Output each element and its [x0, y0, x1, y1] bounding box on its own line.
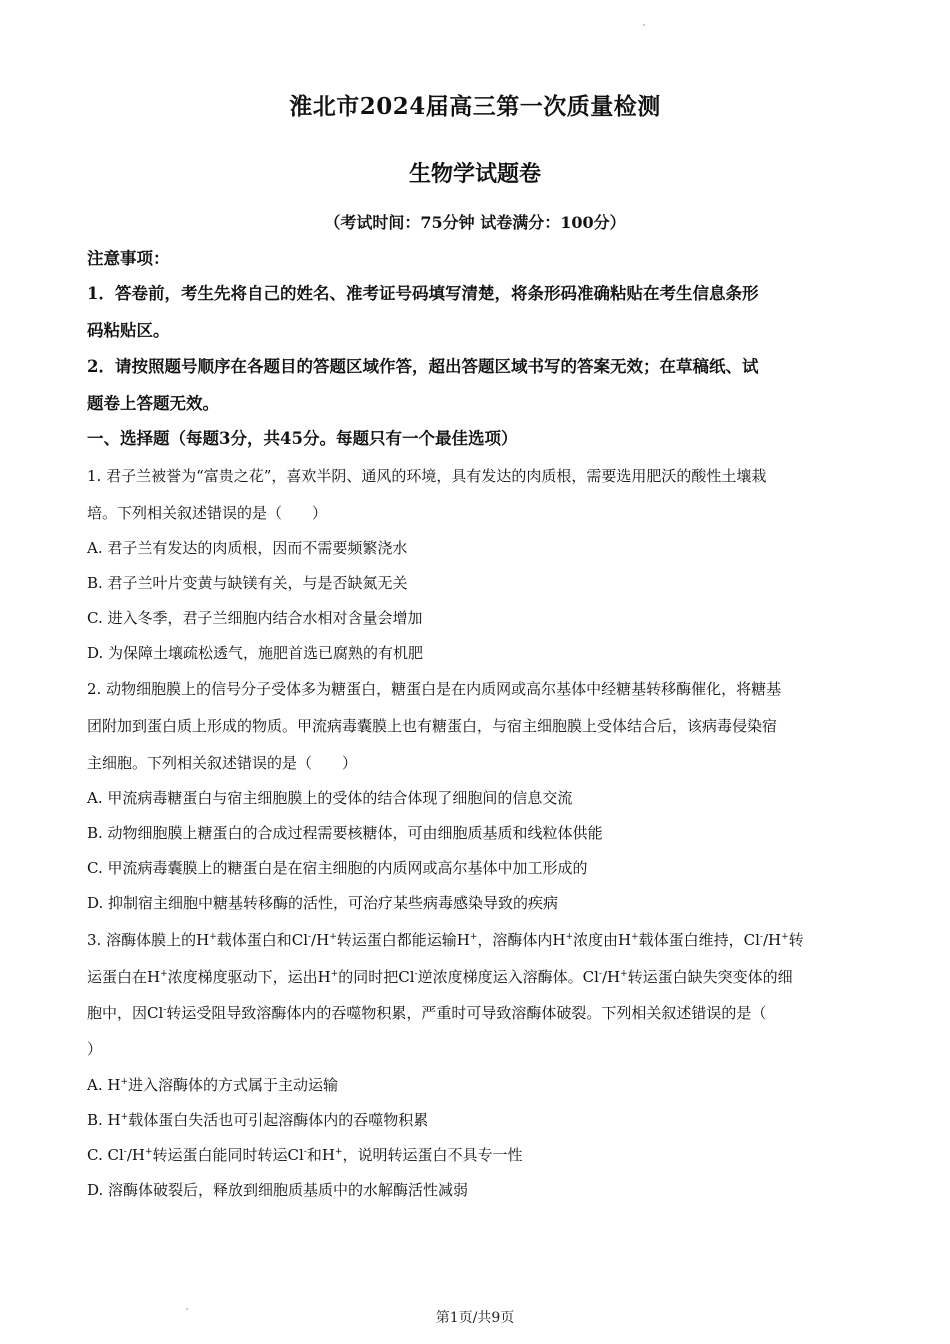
exam-title: 淮北市2024届高三第一次质量检测: [289, 93, 661, 120]
page-number: 第1页/共9页: [435, 1310, 515, 1326]
q3-stem-line-3: 胞中，因Cl-转运受阻导致溶酶体内的吞噬物积累，严重时可导致溶酶体破裂。下列相关叙述错误的是（: [87, 1004, 767, 1022]
q2-stem-line-1: 2. 动物细胞膜上的信号分子受体多为糖蛋白，糖蛋白是在内质网或高尔基体中经糖基转移酶催化，将糖基: [87, 680, 782, 698]
q3-stem-line-4: ）: [87, 1040, 103, 1058]
q2-stem-line-2: 团附加到蛋白质上形成的物质。甲流病毒囊膜上也有糖蛋白，与宿主细胞膜上受体结合后，该病毒侵染宿: [87, 717, 778, 735]
notice-item-2-line-2: 题卷上答题无效。: [87, 394, 219, 413]
q2-option-d: D. 抑制宿主细胞中糖基转移酶的活性，可治疗某些病毒感染导致的疾病: [87, 894, 559, 912]
notice-heading: 注意事项：: [87, 249, 170, 268]
notice-item-2-line-1: 2．请按照题号顺序在各题目的答题区域作答，超出答题区域书写的答案无效；在草稿纸、试: [87, 357, 759, 376]
q2-stem-line-3: 主细胞。下列相关叙述错误的是（ ）: [87, 754, 358, 772]
q3-stem-line-1: 3. 溶酶体膜上的H+载体蛋白和Cl-/H+转运蛋白都能运输H+，溶酶体内H+浓度由H+载体蛋白维持，Cl-/H+转: [87, 931, 804, 949]
section-heading: 一、选择题（每题3分，共45分。每题只有一个最佳选项）: [87, 429, 518, 448]
notice-item-1-line-2: 码粘贴区。: [87, 321, 170, 340]
q2-option-c: C. 甲流病毒囊膜上的糖蛋白是在宿主细胞的内质网或高尔基体中加工形成的: [87, 859, 588, 877]
q3-option-c: C. Cl-/H+转运蛋白能同时转运Cl-和H+，说明转运蛋白不具专一性: [87, 1146, 523, 1164]
q1-stem-line-1: 1. 君子兰被誉为“富贵之花”，喜欢半阴、通风的环境，具有发达的肉质根，需要选用肥沃的酸性土壤栽: [87, 467, 767, 485]
q1-option-b: B. 君子兰叶片变黄与缺镁有关，与是否缺氮无关: [87, 574, 408, 592]
q2-option-b: B. 动物细胞膜上糖蛋白的合成过程需要核糖体，可由细胞质基质和线粒体供能: [87, 824, 603, 842]
q3-option-b: B. H+载体蛋白失活也可引起溶酶体内的吞噬物积累: [87, 1111, 429, 1129]
scan-dot: [643, 24, 645, 26]
q1-option-a: A. 君子兰有发达的肉质根，因而不需要频繁浇水: [87, 539, 408, 557]
q1-stem-line-2: 培。下列相关叙述错误的是（ ）: [87, 504, 328, 522]
q2-option-a: A. 甲流病毒糖蛋白与宿主细胞膜上的受体的结合体现了细胞间的信息交流: [87, 789, 573, 807]
q3-option-d: D. 溶酶体破裂后，释放到细胞质基质中的水解酶活性减弱: [87, 1181, 469, 1199]
q1-option-c: C. 进入冬季，君子兰细胞内结合水相对含量会增加: [87, 609, 423, 627]
q3-stem-line-2: 运蛋白在H+浓度梯度驱动下，运出H+的同时把Cl-逆浓度梯度运入溶酶体。Cl-/H+转运蛋白缺失突变体的细: [87, 968, 793, 986]
notice-item-1-line-1: 1．答卷前，考生先将自己的姓名、准考证号码填写清楚，将条形码准确粘贴在考生信息条形: [87, 284, 759, 303]
q1-option-d: D. 为保障土壤疏松透气，施肥首选已腐熟的有机肥: [87, 644, 424, 662]
q3-option-a: A. H+进入溶酶体的方式属于主动运输: [87, 1076, 339, 1094]
subject-title: 生物学试题卷: [408, 161, 541, 187]
exam-info: （考试时间：75分钟 试卷满分：100分）: [324, 213, 626, 232]
